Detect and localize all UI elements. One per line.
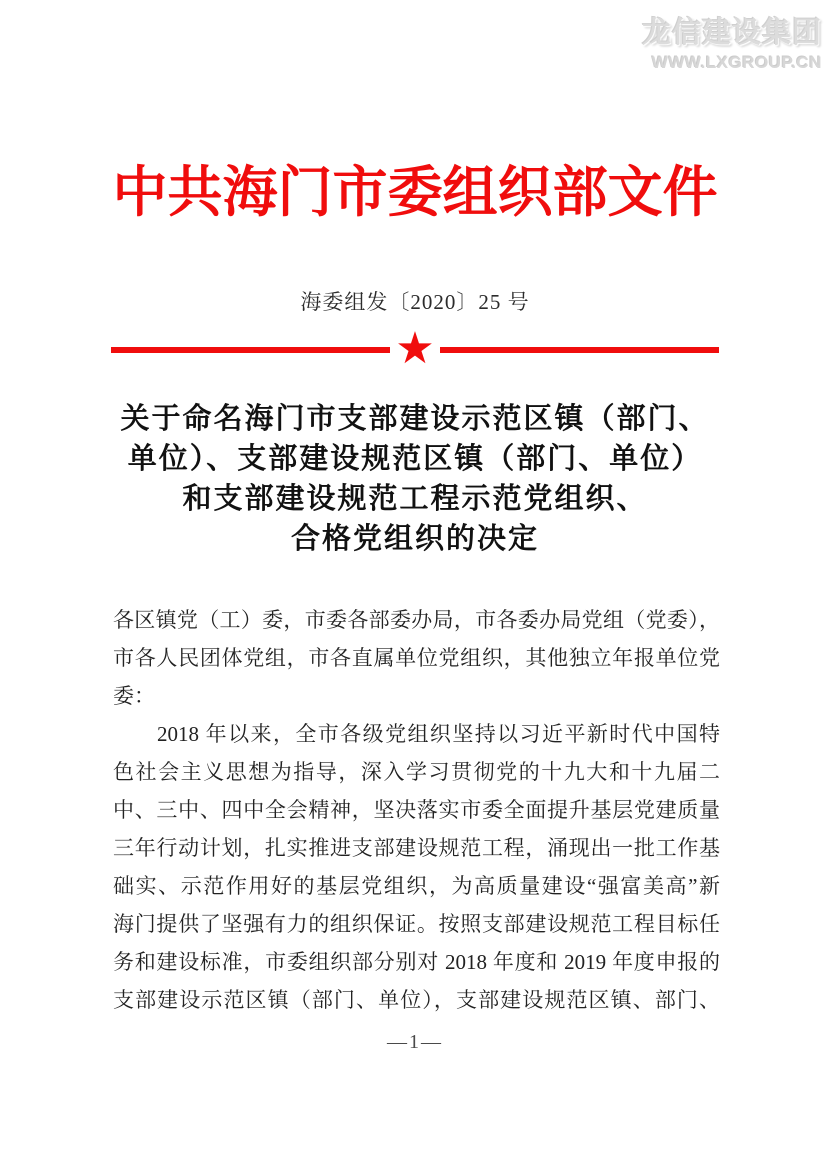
body-text	[113, 601, 720, 1019]
body-line: 础实、示范作用好的基层党组织，为高质量建设“强富美高”新	[113, 874, 720, 898]
watermark	[642, 10, 822, 73]
body-line: 三年行动计划，扎实推进支部建设规范工程，涌现出一批工作基	[113, 836, 720, 860]
body-line: 2018 年以来，全市各级党组织坚持以习近平新时代中国特	[157, 722, 720, 746]
watermark-company-logo: 龙信建设集团	[641, 17, 822, 49]
body-line: 海门提供了坚强有力的组织保证。按照支部建设规范工程目标任	[113, 912, 720, 936]
watermark-website: WWW.LXGROUP.CN	[651, 53, 822, 72]
document-title-line: 合格党组织的决定	[290, 523, 539, 555]
red-rule-left	[111, 347, 390, 353]
document-title-line: 单位）、支部建设规范区镇（部门、单位）	[127, 443, 703, 475]
body-line: 各区镇党（工）委，市委各部委办局，市各委办局党组（党委），	[113, 608, 720, 632]
red-rule-divider	[111, 323, 719, 374]
body-line: 市各人民团体党组，市各直属单位党组织，其他独立年报单位党	[113, 646, 720, 670]
star-icon: ★	[395, 323, 435, 374]
doc-number: 海委组发〔2020〕25 号	[300, 290, 530, 314]
document-title	[111, 399, 719, 559]
document-title-line: 和支部建设规范工程示范党组织、	[182, 483, 648, 515]
page-number: —1—	[387, 1031, 443, 1053]
body-line: 色社会主义思想为指导，深入学习贯彻党的十九大和十九届二	[113, 760, 720, 784]
body-line: 委：	[113, 684, 155, 708]
document-title-line: 关于命名海门市支部建设示范区镇（部门、	[120, 403, 710, 435]
body-line: 中、三中、四中全会精神，坚决落实市委全面提升基层党建质量	[113, 798, 720, 822]
body-line: 支部建设示范区镇（部门、单位），支部建设规范区镇、部门、	[113, 988, 720, 1012]
body-line: 务和建设标准，市委组织部分别对 2018 年度和 2019 年度申报的	[113, 950, 720, 974]
red-rule-right	[440, 347, 719, 353]
issuer-banner: 中共海门市委组织部文件	[112, 161, 718, 223]
